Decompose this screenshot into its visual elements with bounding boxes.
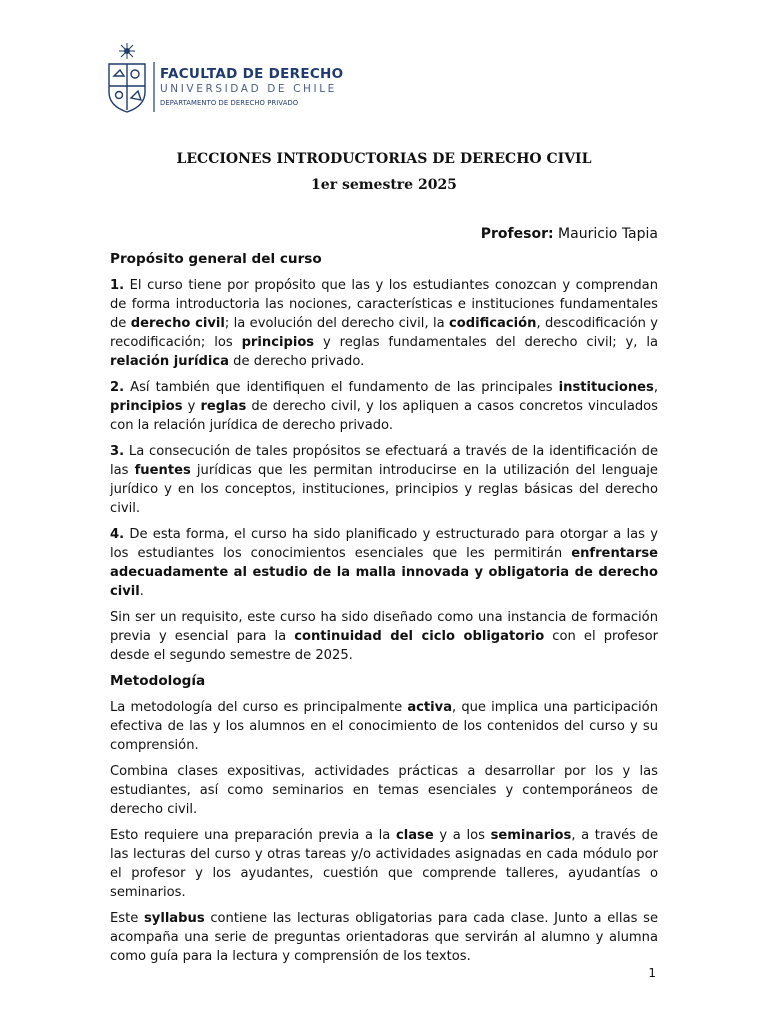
bold-text: enfrentarse adecuadamente al estudio de la malla innovada y obligatoria de derecho civil (110, 546, 658, 599)
document-title: LECCIONES INTRODUCTORIAS DE DERECHO CIVIL (176, 151, 592, 167)
text-run: con el profesor desde el segundo semestre de 2025. (110, 629, 658, 663)
bold-text: continuidad del ciclo obligatorio (294, 629, 545, 644)
page-number: 1 (648, 966, 656, 980)
text-run: de derecho civil, y los apliquen a casos concretos vinculados con la relación jurídica de derecho privado. (110, 399, 658, 433)
text-run: , descodificación y recodificación; los (110, 316, 659, 350)
bold-text: derecho civil (130, 316, 225, 331)
text-run: Combina clases expositivas, actividades prácticas a desarrollar por los y las estudiantes, así como seminarios en temas esenciales y contemporáneos de derecho civil. (110, 764, 658, 817)
text-run: , a través de las lecturas del curso y otras tareas y/o actividades asignadas en cada módulo por el profesor y los ayudantes, cuestión que comprende talleres, ayudantías o seminarios. (110, 828, 658, 900)
text-run: Sin ser un requisito, este curso ha sido diseñado como una instancia de formación previa y esencial para la (110, 610, 658, 644)
text-run: Así también que identifiquen el fundamento de las principales (124, 380, 559, 395)
text-run: jurídicas que les permitan introducirse en la utilización del lenguaje jurídico y en los conceptos, instituciones, principios y reglas básicas del derecho civil. (110, 463, 658, 516)
bold-text: instituciones (558, 380, 654, 395)
bold-text: relación jurídica (110, 354, 230, 369)
professor-name: Mauricio Tapia (553, 226, 658, 242)
text-run: , (653, 380, 658, 395)
bold-text: seminarios (490, 828, 572, 843)
text-run: ; la evolución del derecho civil, la (224, 316, 449, 331)
bold-text: 1. (110, 278, 125, 293)
document-body (110, 250, 658, 973)
text-run: El curso tiene por propósito que las y los estudiantes conozcan y comprendan de forma introductoria las nociones, características e instituciones fundamentales de (110, 278, 658, 331)
text-run: La consecución de tales propósitos se efectuará a través de la identificación de las (110, 444, 658, 478)
document-subtitle: 1er semestre 2025 (311, 177, 457, 193)
bold-text: 4. (110, 527, 125, 542)
text-run: contiene las lecturas obligatorias para cada clase. Junto a ellas se acompaña una serie de preguntas orientadoras que servirán al alumno y alumna como guía para la lectura y comprensión de los textos. (110, 911, 658, 964)
bold-text: fuentes (134, 463, 191, 478)
paragraph (110, 909, 658, 966)
text-run: La metodología del curso es principalmente (110, 700, 408, 715)
text-run: y a los (433, 828, 491, 843)
paragraph (110, 442, 658, 518)
paragraph (110, 762, 658, 819)
bold-text: syllabus (144, 911, 205, 926)
paragraph (110, 276, 658, 371)
section-heading: Metodología (110, 673, 206, 689)
professor-line (481, 226, 658, 242)
text-run: y (182, 399, 201, 414)
text-run: y reglas fundamentales del derecho civil; y, la (314, 335, 658, 350)
paragraph (110, 698, 658, 755)
text-run: . (139, 584, 144, 599)
bold-text: 2. (110, 380, 125, 395)
paragraph (110, 378, 658, 435)
bold-text: principios (241, 335, 315, 350)
paragraph (110, 608, 658, 665)
logo-text (160, 66, 343, 107)
logo-line-department: DEPARTAMENTO DE DERECHO PRIVADO (160, 99, 299, 107)
section-heading: Propósito general del curso (110, 251, 322, 267)
bold-text: clase (395, 828, 434, 843)
text-run: de derecho privado. (229, 354, 365, 369)
logo-line-university: UNIVERSIDAD DE CHILE (160, 83, 337, 95)
bold-text: codificación (448, 316, 537, 331)
paragraph (110, 525, 658, 601)
logo-line-faculty: FACULTAD DE DERECHO (160, 66, 344, 82)
text-run: , que implica una participación efectiva de las y los alumnos en el conocimiento de los contenidos del curso y su comprensión. (110, 700, 658, 753)
text-run: De esta forma, el curso ha sido planificado y estructurado para otorgar a las y los estudiantes los conocimientos esenciales que les permitirán (110, 527, 658, 561)
bold-text: principios (110, 399, 183, 414)
bold-text: activa (407, 700, 453, 715)
text-run: Esto requiere una preparación previa a la (110, 828, 396, 843)
bold-text: reglas (200, 399, 247, 414)
professor-label: Profesor: (480, 226, 554, 242)
text-run: Este (110, 911, 144, 926)
paragraph (110, 826, 658, 902)
bold-text: 3. (110, 444, 125, 459)
